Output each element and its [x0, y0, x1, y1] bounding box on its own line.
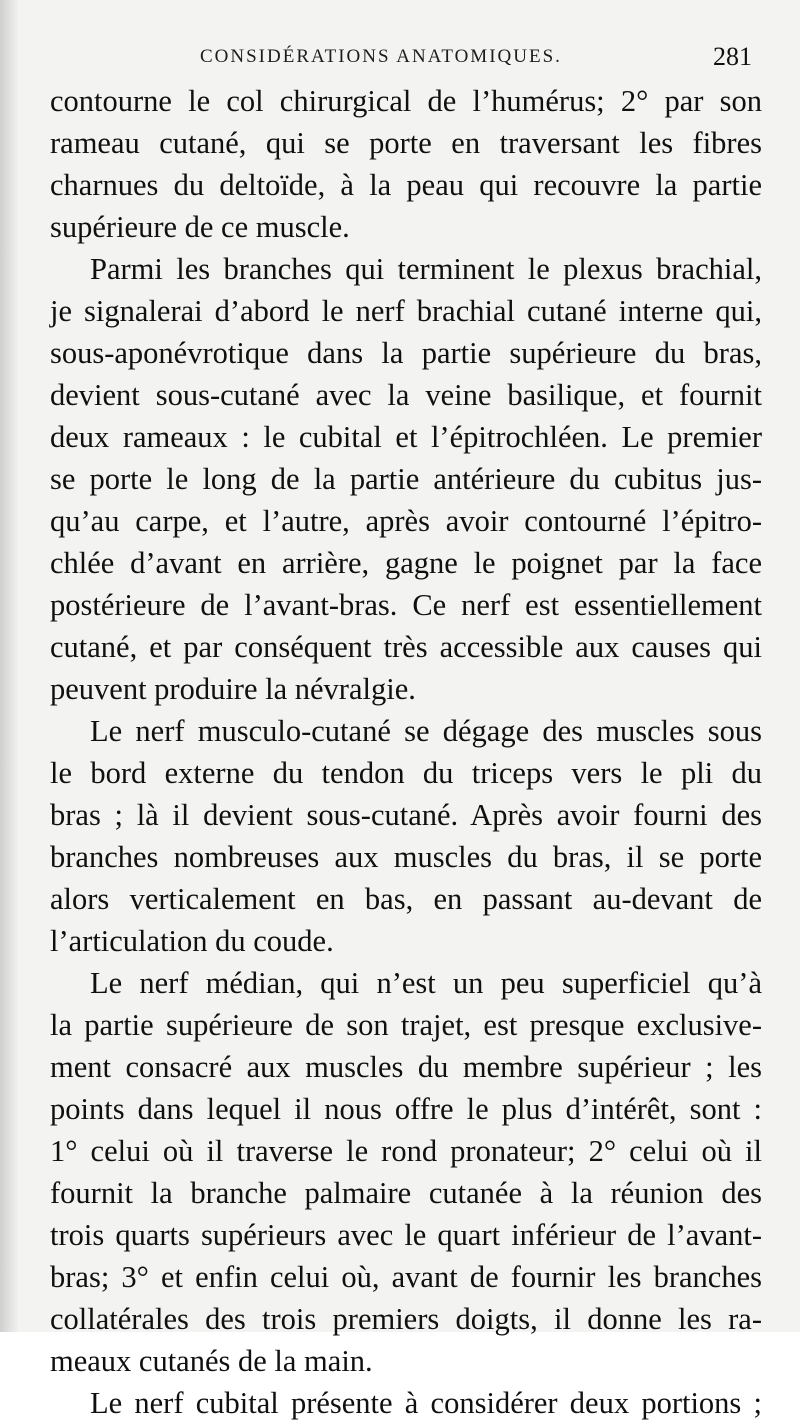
text-line: supérieure de ce muscle.	[50, 210, 350, 244]
text-line: charnues du deltoïde, à la peau qui recouvre la partie	[50, 168, 762, 202]
text-line: deux rameaux : le cubital et l’épitrochléen. Le premier	[50, 420, 762, 454]
text-line: fournit la branche palmaire cutanée à la réunion des	[50, 1176, 762, 1210]
text-line: Le nerf médian, qui n’est un peu superficiel qu’à	[90, 966, 762, 1000]
text-line: Parmi les branches qui terminent le plexus brachial,	[90, 252, 762, 286]
text-line: meaux cutanés de la main.	[50, 1344, 373, 1378]
text-line: collatérales des trois premiers doigts, il donne les ra-	[50, 1302, 762, 1336]
text-line: branches nombreuses aux muscles du bras, il se porte	[50, 840, 762, 874]
text-line: bras; 3° et enfin celui où, avant de fournir les branches	[50, 1260, 762, 1294]
text-line: je signalerai d’abord le nerf brachial cutané interne qui,	[50, 294, 762, 328]
text-line: la partie supérieure de son trajet, est presque exclusive-	[50, 1008, 762, 1042]
text-line: bras ; là il devient sous-cutané. Après avoir fourni des	[50, 798, 762, 832]
text-line: alors verticalement en bas, en passant au-devant de	[50, 882, 762, 916]
text-line: points dans lequel il nous offre le plus d’intérêt, sont :	[50, 1092, 762, 1126]
text-line: Le nerf musculo-cutané se dégage des muscles sous	[90, 714, 762, 748]
text-line: trois quarts supérieurs avec le quart inférieur de l’avant-	[50, 1218, 762, 1252]
text-line: devient sous-cutané avec la veine basilique, et fournit	[50, 378, 762, 412]
text-line: rameau cutané, qui se porte en traversant les fibres	[50, 126, 762, 160]
text-line: 1° celui où il traverse le rond pronateur; 2° celui où il	[50, 1134, 762, 1168]
text-line: ment consacré aux muscles du membre supérieur ; les	[50, 1050, 762, 1084]
text-line: sous-aponévrotique dans la partie supérieure du bras,	[50, 336, 762, 370]
text-line: Le nerf cubital présente à considérer deux portions ;	[90, 1386, 762, 1420]
text-line: peuvent produire la névralgie.	[50, 672, 416, 706]
text-line: postérieure de l’avant-bras. Ce nerf est essentiellement	[50, 588, 762, 622]
page-header	[92, 42, 752, 76]
text-line: l’articulation du coude.	[50, 924, 334, 958]
text-line: contourne le col chirurgical de l’humérus; 2° par son	[50, 84, 762, 118]
page-number: 281	[713, 42, 752, 71]
text-line: chlée d’avant en arrière, gagne le poignet par la face	[50, 546, 762, 580]
text-line: qu’au carpe, et l’autre, après avoir contourné l’épitro-	[50, 504, 762, 538]
text-line: le bord externe du tendon du triceps vers le pli du	[50, 756, 762, 790]
body-text	[50, 80, 762, 1424]
running-head: CONSIDÉRATIONS ANATOMIQUES.	[200, 46, 562, 67]
text-line: cutané, et par conséquent très accessible aux causes qui	[50, 630, 762, 664]
page-gutter-shadow	[0, 0, 18, 1332]
text-line: se porte le long de la partie antérieure du cubitus jus-	[50, 462, 762, 496]
